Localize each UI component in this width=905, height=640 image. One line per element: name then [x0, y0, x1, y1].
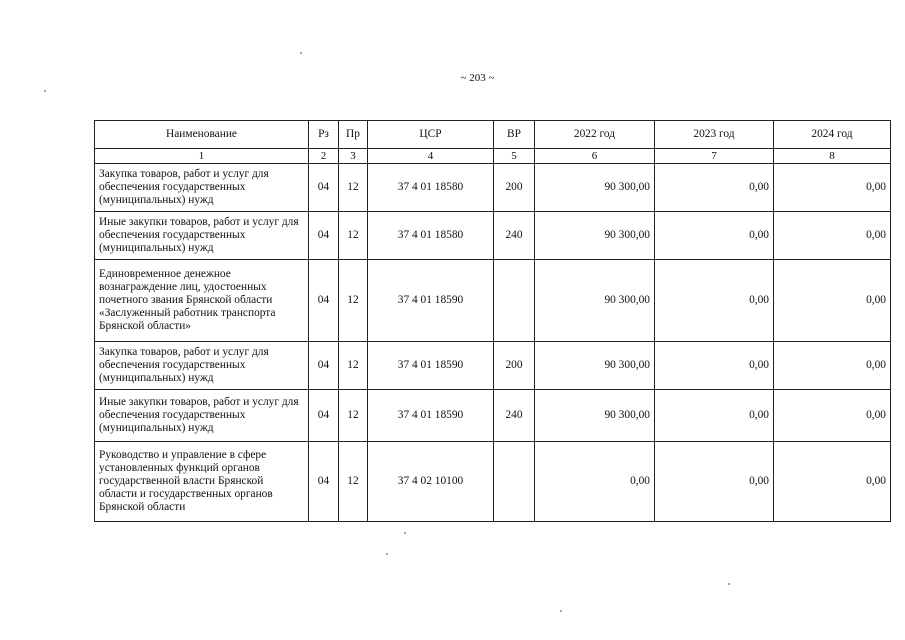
row-csr: 37 4 01 18580: [368, 212, 494, 260]
column-number: 1: [95, 149, 309, 164]
row-pr: 12: [339, 260, 368, 342]
row-amount-2024: 0,00: [774, 212, 891, 260]
row-csr: 37 4 01 18590: [368, 342, 494, 390]
row-name: Закупка товаров, работ и услуг для обеспечения государственных (муниципальных) нужд: [95, 342, 309, 390]
table-row: [95, 390, 891, 442]
row-rz: 04: [309, 442, 339, 522]
row-amount-2023: 0,00: [655, 212, 774, 260]
scan-speck: [728, 583, 730, 585]
row-amount-2024: 0,00: [774, 260, 891, 342]
row-rz: 04: [309, 342, 339, 390]
scan-speck: [44, 90, 46, 92]
row-amount-2022: 90 300,00: [535, 164, 655, 212]
row-csr: 37 4 02 10100: [368, 442, 494, 522]
scan-speck: [386, 553, 388, 555]
header-pr: Пр: [339, 121, 368, 149]
row-amount-2022: 90 300,00: [535, 342, 655, 390]
column-number: 8: [774, 149, 891, 164]
row-pr: 12: [339, 212, 368, 260]
row-name: Руководство и управление в сфере установленных функций органов государственной власти Брянской области и государственных органов Брянской области: [95, 442, 309, 522]
header-2022: 2022 год: [535, 121, 655, 149]
row-pr: 12: [339, 442, 368, 522]
row-amount-2023: 0,00: [655, 260, 774, 342]
scan-speck: [404, 532, 406, 534]
row-vr: 200: [494, 342, 535, 390]
header-2023: 2023 год: [655, 121, 774, 149]
header-vr: ВР: [494, 121, 535, 149]
row-rz: 04: [309, 260, 339, 342]
row-vr: [494, 442, 535, 522]
row-pr: 12: [339, 342, 368, 390]
header-name: Наименование: [95, 121, 309, 149]
row-amount-2024: 0,00: [774, 164, 891, 212]
row-amount-2022: 90 300,00: [535, 390, 655, 442]
row-name: Закупка товаров, работ и услуг для обеспечения государственных (муниципальных) нужд: [95, 164, 309, 212]
row-csr: 37 4 01 18580: [368, 164, 494, 212]
row-vr: 240: [494, 390, 535, 442]
page-number: ~ 203 ~: [460, 72, 495, 84]
row-rz: 04: [309, 390, 339, 442]
column-number: 4: [368, 149, 494, 164]
row-amount-2023: 0,00: [655, 442, 774, 522]
row-amount-2024: 0,00: [774, 390, 891, 442]
row-rz: 04: [309, 212, 339, 260]
row-vr: [494, 260, 535, 342]
table-row: [95, 260, 891, 342]
header-csr: ЦСР: [368, 121, 494, 149]
row-amount-2022: 0,00: [535, 442, 655, 522]
row-rz: 04: [309, 164, 339, 212]
column-number: 7: [655, 149, 774, 164]
header-row: [95, 121, 891, 149]
row-vr: 240: [494, 212, 535, 260]
row-csr: 37 4 01 18590: [368, 390, 494, 442]
row-name: Иные закупки товаров, работ и услуг для обеспечения государственных (муниципальных) нужд: [95, 390, 309, 442]
row-name: Иные закупки товаров, работ и услуг для обеспечения государственных (муниципальных) нужд: [95, 212, 309, 260]
row-pr: 12: [339, 390, 368, 442]
row-pr: 12: [339, 164, 368, 212]
column-number-row: [95, 149, 891, 164]
budget-table: [94, 120, 891, 522]
row-amount-2023: 0,00: [655, 390, 774, 442]
table-row: [95, 164, 891, 212]
row-vr: 200: [494, 164, 535, 212]
row-amount-2022: 90 300,00: [535, 260, 655, 342]
row-amount-2024: 0,00: [774, 442, 891, 522]
row-amount-2024: 0,00: [774, 342, 891, 390]
column-number: 2: [309, 149, 339, 164]
table-row: [95, 342, 891, 390]
table-row: [95, 212, 891, 260]
row-amount-2023: 0,00: [655, 342, 774, 390]
column-number: 5: [494, 149, 535, 164]
row-csr: 37 4 01 18590: [368, 260, 494, 342]
scan-speck: [300, 52, 302, 54]
header-rz: Рз: [309, 121, 339, 149]
column-number: 3: [339, 149, 368, 164]
row-amount-2022: 90 300,00: [535, 212, 655, 260]
row-name: Единовременное денежное вознаграждение лиц, удостоенных почетного звания Брянской области «Заслуженный работник транспорта Брянской области»: [95, 260, 309, 342]
column-number: 6: [535, 149, 655, 164]
header-2024: 2024 год: [774, 121, 891, 149]
table-row: [95, 442, 891, 522]
scan-speck: [560, 610, 562, 612]
row-amount-2023: 0,00: [655, 164, 774, 212]
